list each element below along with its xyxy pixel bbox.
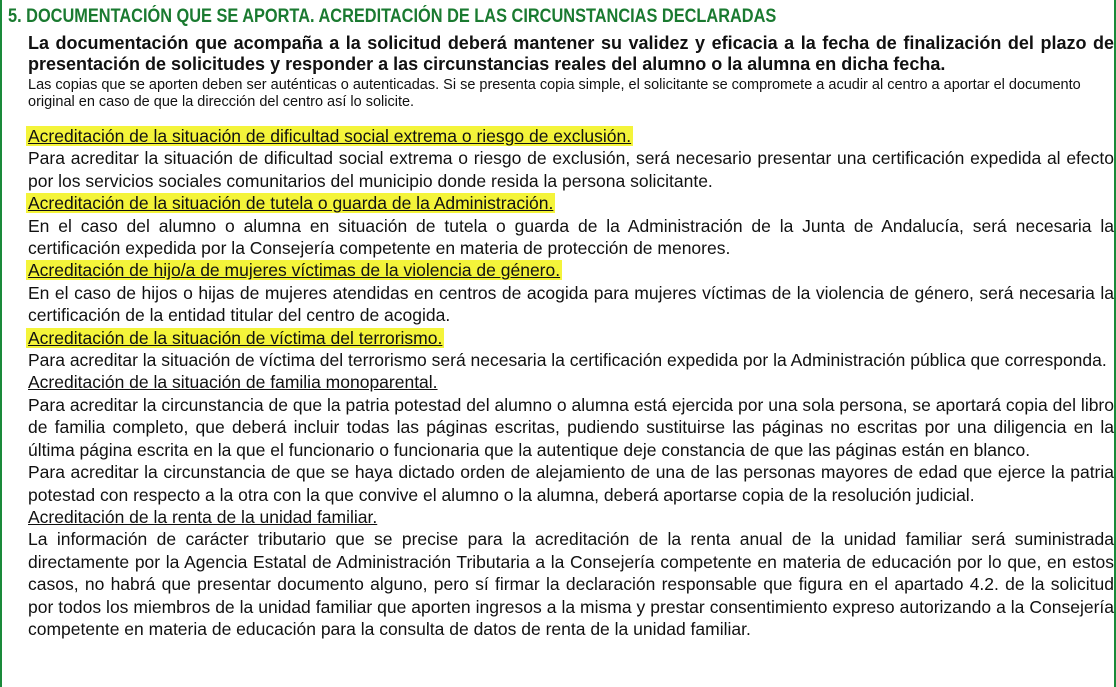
item-victima-terrorismo	[28, 327, 1114, 372]
item-paragraph: Para acreditar la situación de víctima del terrorismo será necesaria la certificación expedida por la Administración pública que corresponda.	[28, 350, 1107, 371]
item-heading: Acreditación de hijo/a de mujeres víctimas de la violencia de género.	[28, 260, 561, 281]
item-heading: Acreditación de la situación de familia monoparental.	[28, 372, 438, 393]
item-heading: Acreditación de la situación de tutela o guarda de la Administración.	[28, 193, 554, 214]
item-dificultad-social	[28, 125, 1114, 192]
item-paragraph: Para acreditar la circunstancia de que se haya dictado orden de alejamiento de una de las personas mayores de edad que ejerce la patria potestad con respecto a la otra con la que convive el alumno o la alumna, deberá aportarse copia de la resolución judicial.	[28, 462, 1114, 505]
item-heading: Acreditación de la situación de dificultad social extrema o riesgo de exclusión.	[28, 126, 632, 146]
intro-small-paragraph: Las copias que se aporten deben ser auténticas o autenticadas. Si se presenta copia simple, el solicitante se compromete a acudir al centro a aportar el documento original en caso de que la dirección del centro así lo solicite.	[28, 77, 1081, 110]
item-violencia-genero	[28, 259, 1114, 326]
item-paragraph: Para acreditar la circunstancia de que la patria potestad del alumno o alumna está ejercida por una sola persona, se aportará copia del libro de familia completo, que deberá incluir todas las páginas escritas, pudiendo sustituirse las páginas no escritas por una diligencia en la última página escrita en la que el funcionario o funcionaria que la autentique deje constancia de que las páginas están en blanco.	[28, 394, 1114, 460]
item-tutela-guarda	[28, 192, 1114, 259]
items-body	[28, 125, 1114, 640]
item-paragraph: Para acreditar la situación de dificultad social extrema o riesgo de exclusión, será necesario presentar una certificación expedida al efecto por los servicios sociales comunitarios del municipio donde resida la persona solicitante.	[28, 148, 1114, 191]
item-renta-familiar	[28, 506, 1114, 640]
item-familia-monoparental	[28, 371, 1114, 505]
section-title: 5. DOCUMENTACIÓN QUE SE APORTA. ACREDITACIÓN DE LAS CIRCUNSTANCIAS DECLARADAS	[8, 6, 777, 27]
item-heading: Acreditación de la situación de víctima del terrorismo.	[28, 327, 443, 348]
item-paragraph: En el caso de hijos o hijas de mujeres atendidas en centros de acogida para mujeres víctimas de la violencia de género, será necesaria la certificación de la entidad titular del centro de acogida.	[28, 282, 1114, 326]
item-paragraph: La información de carácter tributario que se precise para la acreditación de la renta anual de la unidad familiar será suministrada directamente por la Agencia Estatal de Administración Tributaria a la Consejería competente en materia de educación por lo que, en estos casos, no habrá que presentar documento alguno, pero sí firmar la declaración responsable que figura en el apartado 4.2. de la solicitud por todos los miembros de la unidad familiar que aporten ingresos a la misma y prestar consentimiento expreso autorizando a la Consejería competente en materia de educación para la consulta de datos de renta de la unidad familiar.	[28, 529, 1114, 639]
item-heading: Acreditación de la renta de la unidad familiar.	[28, 506, 378, 527]
item-paragraph: En el caso del alumno o alumna en situación de tutela o guarda de la Administración de la Junta de Andalucía, será necesaria la certificación expedida por la Consejería competente en materia de protección de menores.	[28, 215, 1114, 259]
intro-bold-paragraph: La documentación que acompaña a la solicitud deberá mantener su validez y eficacia a la fecha de finalización del plazo de presentación de solicitudes y responder a las circunstancias reales del alumno o la alumna en dicha fecha.	[28, 33, 1114, 74]
